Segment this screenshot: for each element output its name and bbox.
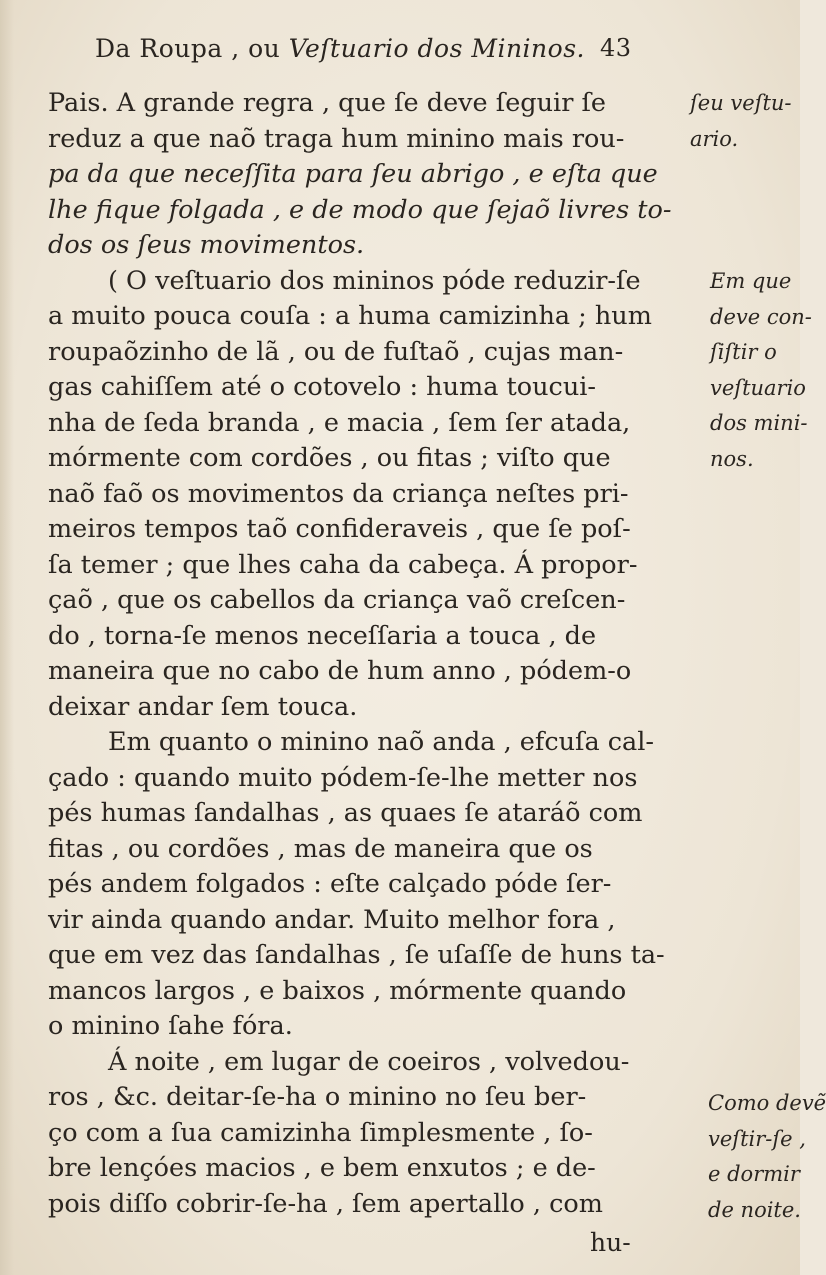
text-line: çaõ , que os cabellos da criança vaõ creſcen-: [48, 585, 626, 615]
margin-note-line: nos.: [710, 446, 754, 471]
text-line: pés andem folgados : eſte calçado póde ſer-: [48, 869, 612, 899]
margin-note-line: Em que: [710, 269, 792, 293]
text-line: dos os ſeus movimentos.: [48, 230, 365, 260]
margin-note-line: ſeu veſtu-: [690, 91, 792, 115]
text-line: ( O veſtuario dos mininos póde reduzir-ſe: [108, 265, 641, 296]
text-line: Em quanto o minino naõ anda , efcuſa cal-: [108, 727, 655, 757]
text-line: nha de ſeda branda , e macia , ſem ſer atada,: [48, 407, 631, 438]
text-line: vir ainda quando andar. Muito melhor fora ,: [48, 904, 616, 935]
text-line: fitas , ou cordões , mas de maneira que os: [48, 833, 593, 864]
margin-note-line: veſtuario: [710, 375, 806, 400]
margin-note-line: ario.: [690, 126, 739, 151]
page-edge-shadow: [0, 0, 14, 1275]
margin-note-clothing: [710, 264, 810, 477]
text-line: ço com a ſua camizinha ſimplesmente , ſo-: [48, 1117, 593, 1148]
text-line: mórmente com cordões , ou fitas ; viſto que: [48, 443, 611, 473]
margin-note-continuation: [690, 86, 790, 157]
text-line: çado : quando muito pódem-ſe-lhe metter nos: [48, 762, 638, 793]
text-line: meiros tempos taõ confideraveis , que ſe poſ-: [48, 514, 631, 544]
margin-note-night: [708, 1086, 826, 1228]
margin-note-line: ſiſtir o: [710, 340, 777, 364]
running-title-part1: Da Roupa , ou: [95, 34, 289, 63]
text-line: gas cahiſſem até o cotovelo : huma toucui-: [48, 372, 597, 402]
text-line: lhe fique folgada , e de modo que ſejaõ livres to-: [48, 194, 672, 225]
text-line: a muito pouca couſa : a huma camizinha ; hum: [48, 301, 652, 331]
margin-note-line: de noite.: [708, 1197, 801, 1222]
text-line: ſa temer ; que lhes caha da cabeça. Á propor-: [48, 549, 638, 580]
text-line: maneira que no cabo de hum anno , pódem-o: [48, 656, 632, 686]
running-title-part2: Veſtuario dos Mininos.: [288, 34, 585, 63]
text-line: que em vez das ſandalhas , ſe uſaſſe de huns ta-: [48, 940, 665, 970]
text-line: Pais. A grande regra , que ſe deve ſeguir ſe: [48, 88, 607, 118]
text-line: ros , &c. deitar-ſe-ha o minino no ſeu ber-: [48, 1082, 587, 1112]
text-line: reduz a que naõ traga hum minino mais rou-: [48, 123, 625, 154]
text-line: naõ faõ os movimentos da criança neſtes pri-: [48, 478, 629, 509]
text-line: pa da que neceſſita para ſeu abrigo , e eſta que: [48, 159, 658, 189]
margin-note-line: veſtir-ſe ,: [708, 1126, 806, 1151]
text-line: do , torna-ſe menos neceſſaria a touca , de: [48, 620, 597, 651]
text-line: mancos largos , e baixos , mórmente quando: [48, 975, 627, 1006]
margin-note-line: dos mini-: [710, 411, 808, 435]
catchword: hu-: [590, 1228, 631, 1257]
running-title: [95, 34, 585, 63]
text-line: bre lençóes macios , e bem enxutos ; e de-: [48, 1153, 596, 1183]
body-text: [48, 86, 688, 1222]
text-line: pois diſſo cobrir-ſe-ha , ſem apertallo , com: [48, 1188, 603, 1219]
margin-note-line: Como devẽ: [708, 1091, 826, 1115]
text-line: Á noite , em lugar de coeiros , volvedou-: [108, 1046, 630, 1077]
margin-note-line: e dormir: [708, 1162, 800, 1186]
margin-note-line: deve con-: [710, 304, 812, 329]
running-header: [95, 34, 715, 74]
text-line: roupaõzinho de lã , ou de fuſtaõ , cujas man-: [48, 336, 624, 367]
text-line: deixar andar ſem touca.: [48, 691, 358, 722]
page-number: 43: [600, 34, 632, 62]
text-line: o minino ſahe fóra.: [48, 1011, 293, 1041]
text-line: pés humas ſandalhas , as quaes ſe ataráõ com: [48, 798, 643, 828]
